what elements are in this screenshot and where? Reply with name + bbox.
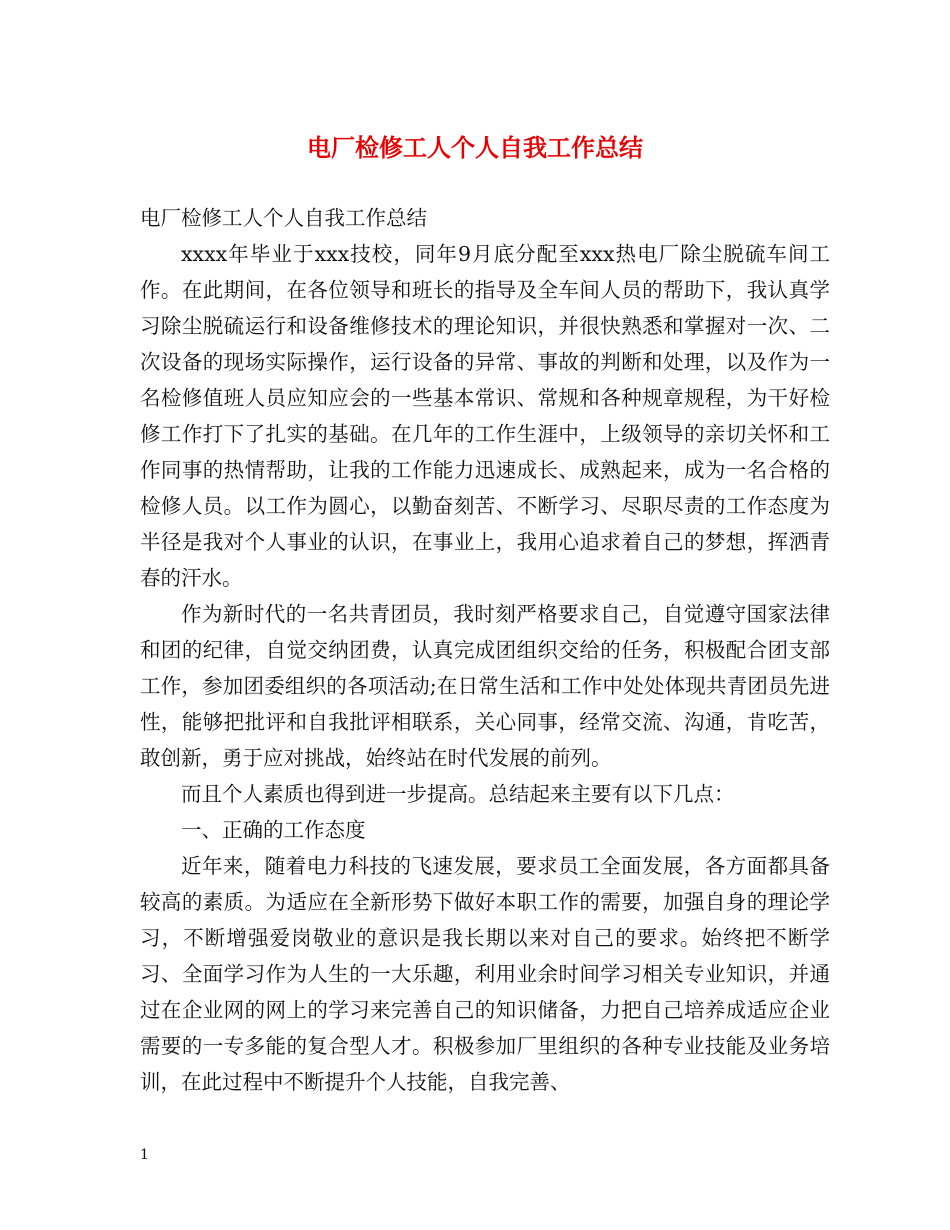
paragraph-career: xxxx年毕业于xxx技校，同年9月底分配至xxx热电厂除尘脱硫车间工作。在此期间，在各位领导和班长的指导及全车间人员的帮助下，我认真学习除尘脱硫运行和设备维修技术的理论知识，并很快熟悉和掌握对一次、二次设备的现场实际操作，运行设备的异常、事故的判断和处理，以及作为一名检修值班人员应知应会的一些基本常识、常规和各种规章规程，为干好检修工作打下了扎实的基础。在几年的工作生涯中，上级领导的亲切关怀和工作同事的热情帮助，让我的工作能力迅速成长、成熟起来，成为一名合格的检修人员。以工作为圆心，以勤奋刻苦、不断学习、尽职尽责的工作态度为半径是我对个人事业的认识，在事业上，我用心追求着自己的梦想，挥洒青春的汗水。 xyxy=(140,242,830,590)
section-heading-attitude: 一、正确的工作态度 xyxy=(181,818,366,842)
paragraph-league-member: 作为新时代的一名共青团员，我时刻严格要求自己，自觉遵守国家法律和团的纪律，自觉交纳团费，认真完成团组织交给的任务，积极配合团支部工作，参加团委组织的各项活动;在日常生活和工作中处处体现共青团员先进性，能够把批评和自我批评相联系，关心同事，经常交流、沟通，肯吃苦，敢创新，勇于应对挑战，始终站在时代发展的前列。 xyxy=(140,602,830,770)
paragraph-attitude: 近年来，随着电力科技的飞速发展，要求员工全面发展，各方面都具备较高的素质。为适应在全新形势下做好本职工作的需要，加强自身的理论学习，不断增强爱岗敬业的意识是我长期以来对自己的要求。始终把不断学习、全面学习作为人生的一大乐趣，利用业余时间学习相关专业知识，并通过在企业网的网上的学习来完善自己的知识储备，力把自己培养成适应企业需要的一专多能的复合型人才。积极参加厂里组织的各种专业技能及业务培训，在此过程中不断提升个人技能，自我完善、 xyxy=(140,854,830,1094)
document-body xyxy=(140,200,830,1100)
document-title: 电厂检修工人个人自我工作总结 xyxy=(307,133,643,162)
page-number: 1 xyxy=(140,1147,149,1163)
paragraph-subtitle: 电厂检修工人个人自我工作总结 xyxy=(140,206,427,230)
paragraph-summary-intro: 而且个人素质也得到进一步提高。总结起来主要有以下几点： xyxy=(181,782,735,806)
